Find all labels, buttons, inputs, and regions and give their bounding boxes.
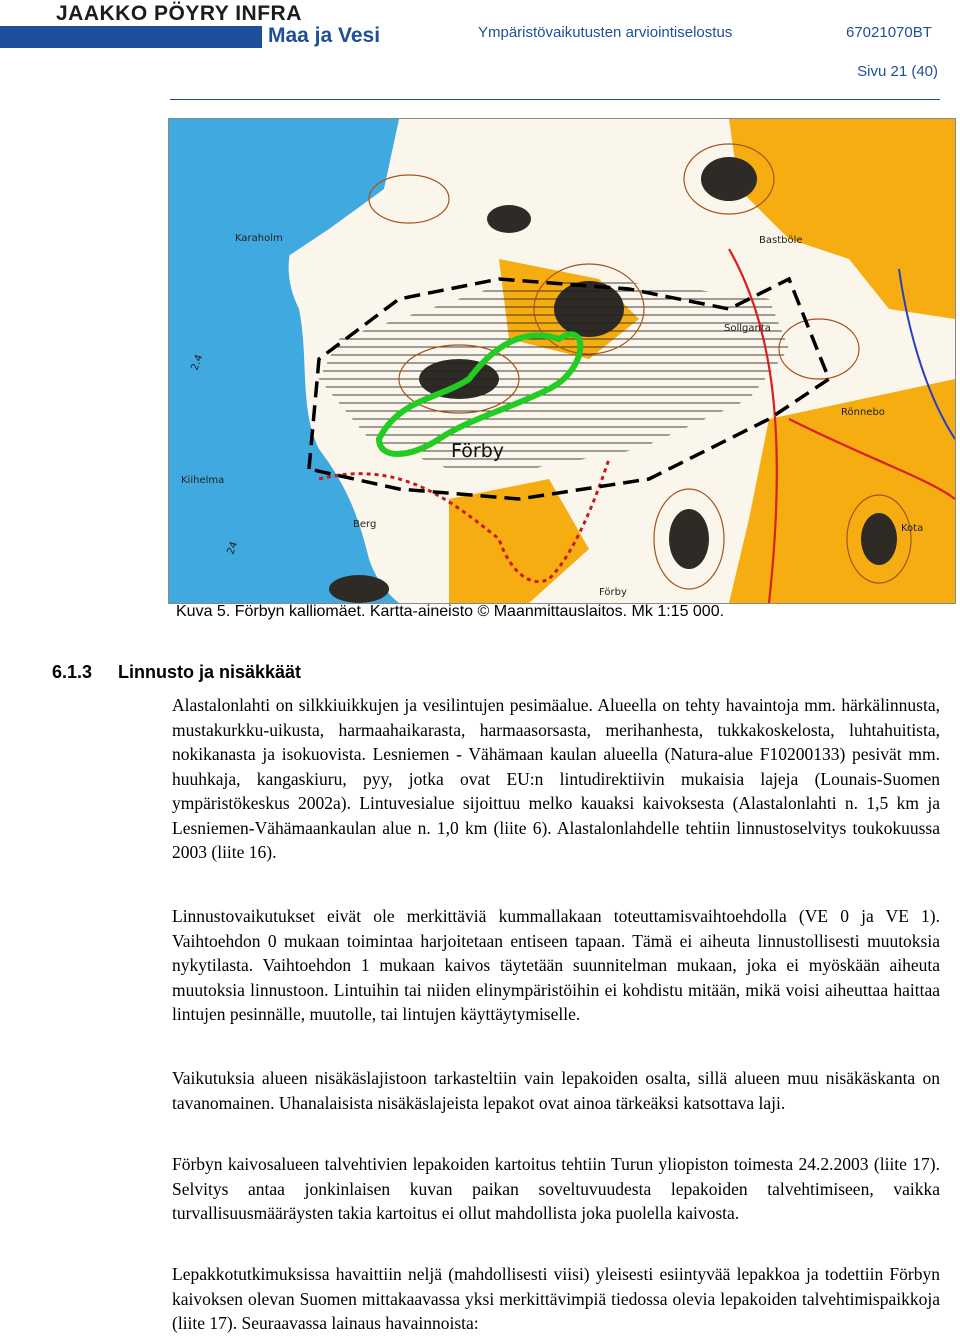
rock-3 [701,157,757,201]
section-title: Linnusto ja nisäkkäät [118,662,302,682]
map-label-elevation-2: 24 [225,540,241,557]
map-label-forby-main: Förby [451,440,504,462]
map-label-elevation-1: 2.4 [189,353,206,373]
paragraph-5: Lepakkotutkimuksissa havaittiin neljä (mahdollisesti viisi) yleisesti esiintyvää lepakkoa ja todettiin Förbyn kaivoksen olevan Suomen mittakaavassa yksi merkittävimpiä tiedossa olevia lepakoiden talvehtimispaikkoja (liite 17). Seuraavassa lainaus havainnoista: [172,1264,940,1333]
paragraph-3: Vaikutuksia alueen nisäkäslajistoon tarkasteltiin vain lepakoiden osalta, sillä alueen muu nisäkäskanta on tavanomainen. Uhanalaisista nisäkäslajeista lepakot ovat ainoa tärkeäksi katsottava laji. [172,1068,940,1113]
logo-bar [0,26,262,48]
rock-5 [669,509,709,569]
header-divider [170,99,940,100]
map-label-sollganta: Sollganta [724,323,771,334]
figure-caption: Kuva 5. Förbyn kalliomäet. Kartta-aineisto © Maanmittauslaitos. Mk 1:15 000. [176,603,725,620]
page-number: Sivu 21 (40) [857,63,938,80]
document-title: Ympäristövaikutusten arviointiselostus [478,24,733,41]
map-label-forby-small: Förby [599,587,627,598]
map-label-karaholm: Karaholm [235,233,283,244]
rock-4 [487,205,531,233]
map-label-berg: Berg [353,519,377,530]
map-svg [169,119,955,603]
company-logo: JAAKKO PÖYRY INFRA [56,2,302,25]
page-header [0,0,960,100]
map-label-bastbole: Bastböle [759,235,803,246]
rock-6 [861,513,897,565]
map-label-ronnebo: Rönnebo [841,407,885,418]
company-logo-subtitle: Maa ja Vesi [268,24,381,47]
section-number: 6.1.3 [52,662,93,682]
rock-7 [329,575,389,603]
map-label-kiihelma: Kiihelma [181,475,225,486]
document-code: 67021070BT [846,24,932,41]
paragraph-4: Förbyn kaivosalueen talvehtivien lepakoiden kartoitus tehtiin Turun yliopiston toimesta 24.2.2003 (liite 17). Selvitys antaa jonkinlaisen kuvan paikan soveltuvuudesta lepakoiden talvehtimiseen, vaikka turvallisuusmääräysten takia kartoitus ei ollut mahdollista joka puolella kaivosta. [172,1154,940,1223]
map-label-kota: Kota [901,523,924,534]
section-heading [52,662,301,683]
map-figure [168,118,956,604]
paragraph-2: Linnustovaikutukset eivät ole merkittäviä kummallakaan toteuttamisvaihtoehdolla (VE 0 ja VE 1). Vaihtoehdon 0 mukaan toimintaa harjoitetaan entiseen tapaan. Tämä ei aiheuta linnustollisesti muutoksia nykytilasta. Vaihtoehdon 1 mukaan kaivos täytetään suunnitelman mukaan, joka ei myöskään aiheuta muutoksia linnustoon. Lintuihin tai niiden elinympäristöihin ei kohdistu mitään, mikä voisi aiheuttaa haittaa lintujen pesinnälle, muutolle, tai lintujen käyttäytymiselle. [172,906,940,1024]
paragraph-1: Alastalonlahti on silkkiuikkujen ja vesilintujen pesimäalue. Alueella on tehty havaintoja mm. härkälinnusta, mustakurkku-uikusta, harmaahaikarasta, harmaasorsasta, merihanhesta, tukkakoskelosta, luhtahuitista, nokikanasta ja isokuovista. Lesniemen - Vähämaan kaulan alueella (Natura-alue F10200133) pesivät mm. huuhkaja, kangaskiuru, pyy, jotka ovat EU:n lintudirektiivin mukaisia lajeja (Lounais-Suomen ympäristökeskus 2002a). Lintuvesialue sijoittuu melko kauaksi kaivoksesta (Alastalonlahti n. 1,5 km ja Lesniemen-Vähämaankaulan alue n. 1,0 km (liite 6). Alastalonlahdelle tehtiin linnustoselvitys toukokuussa 2003 (liite 16). [172,695,940,862]
